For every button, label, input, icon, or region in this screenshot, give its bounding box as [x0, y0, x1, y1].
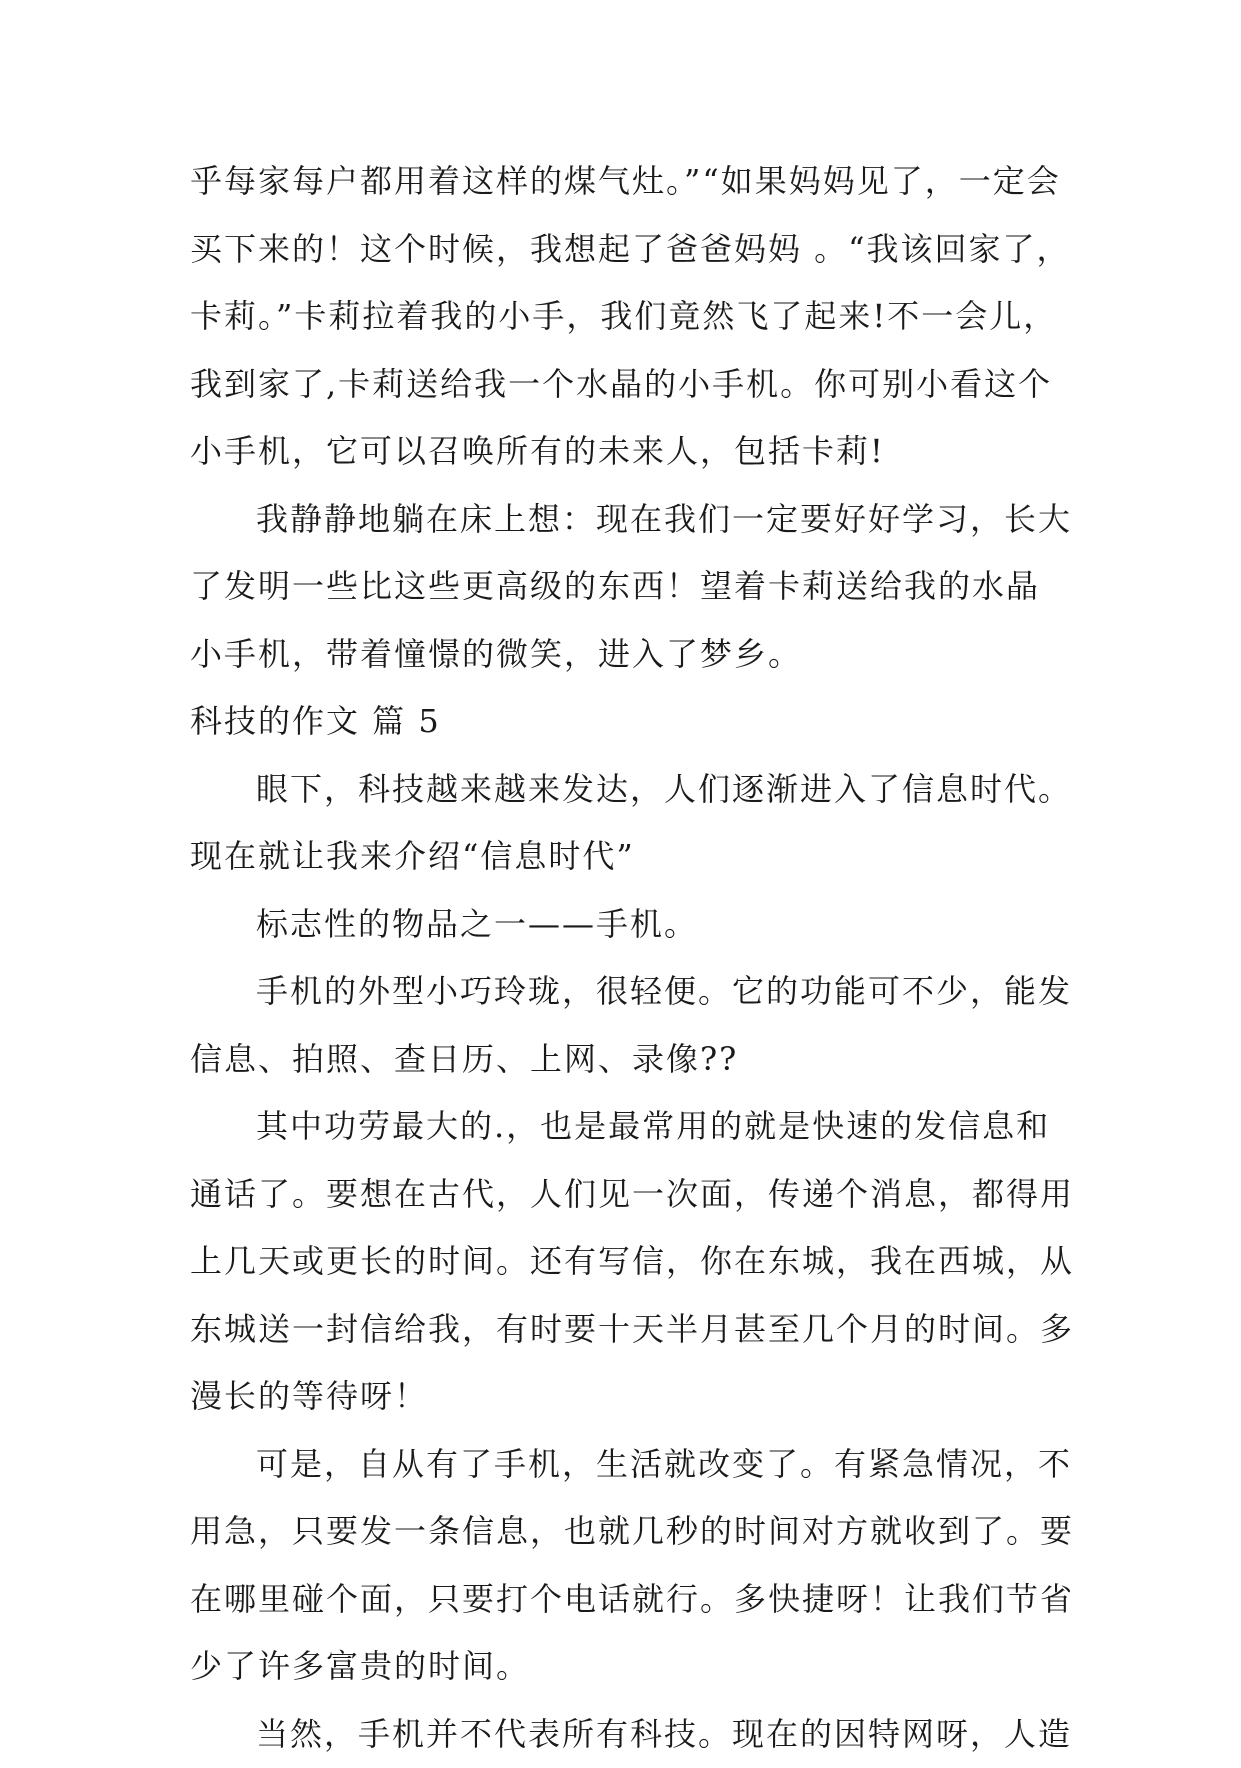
text-line: 东城送一封信给我，有时要十天半月甚至几个月的时间。多 — [190, 1296, 1070, 1364]
text-line: 乎每家每户都用着这样的煤气灶。”“如果妈妈见了，一定会 — [190, 148, 1070, 216]
section-heading: 科技的作文 篇 5 — [190, 688, 1070, 756]
text-line: 用急，只要发一条信息，也就几秒的时间对方就收到了。要 — [190, 1498, 1070, 1566]
text-line: 当然，手机并不代表所有科技。现在的因特网呀，人造 — [190, 1701, 1070, 1768]
text-line: 眼下，科技越来越来发达，人们逐渐进入了信息时代。 — [190, 756, 1070, 824]
text-line: 现在就让我来介绍“信息时代” — [190, 823, 1070, 891]
text-line: 卡莉。”卡莉拉着我的小手，我们竟然飞了起来!不一会儿， — [190, 283, 1070, 351]
text-line: 手机的外型小巧玲珑，很轻便。它的功能可不少，能发 — [190, 958, 1070, 1026]
text-line: 通话了。要想在古代，人们见一次面，传递个消息，都得用 — [190, 1161, 1070, 1229]
text-line: 我静静地躺在床上想：现在我们一定要好好学习，长大 — [190, 486, 1070, 554]
body-text — [190, 148, 1070, 1768]
text-line: 我到家了,卡莉送给我一个水晶的小手机。你可别小看这个 — [190, 351, 1070, 419]
text-line: 上几天或更长的时间。还有写信，你在东城，我在西城，从 — [190, 1228, 1070, 1296]
text-line: 漫长的等待呀！ — [190, 1363, 1070, 1431]
text-line: 买下来的！这个时候，我想起了爸爸妈妈 。“我该回家了， — [190, 216, 1070, 284]
text-line: 少了许多富贵的时间。 — [190, 1633, 1070, 1701]
text-line: 小手机，带着憧憬的微笑，进入了梦乡。 — [190, 621, 1070, 689]
text-line: 其中功劳最大的.，也是最常用的就是快速的发信息和 — [190, 1093, 1070, 1161]
text-line: 可是，自从有了手机，生活就改变了。有紧急情况，不 — [190, 1431, 1070, 1499]
text-line: 信息、拍照、查日历、上网、录像?? — [190, 1026, 1070, 1094]
text-line: 在哪里碰个面，只要打个电话就行。多快捷呀！让我们节省 — [190, 1566, 1070, 1634]
text-line: 标志性的物品之一——手机。 — [190, 891, 1070, 959]
text-line: 小手机，它可以召唤所有的未来人，包括卡莉! — [190, 418, 1070, 486]
text-line: 了发明一些比这些更高级的东西！望着卡莉送给我的水晶 — [190, 553, 1070, 621]
